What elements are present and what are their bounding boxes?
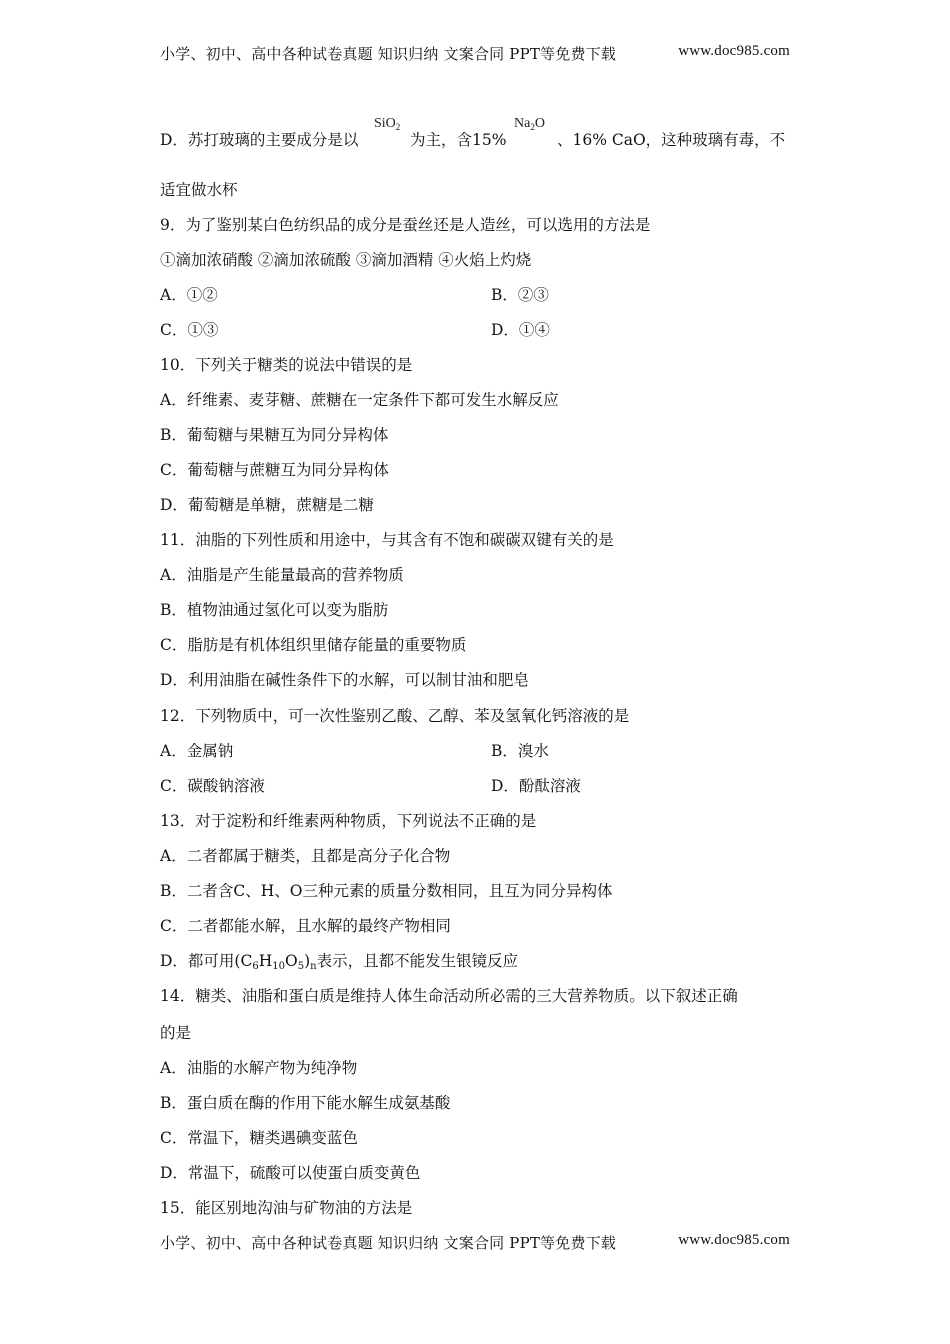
q12-option-c: C．碳酸钠溶液 [160, 777, 265, 795]
q14-stem: 14．糖类、油脂和蛋白质是维持人体生命活动所必需的三大营养物质。以下叙述正确 [160, 987, 738, 1005]
q11-option-d: D．利用油脂在碱性条件下的水解，可以制甘油和肥皂 [160, 671, 529, 689]
header-url: www.doc985.com [678, 43, 790, 59]
q12-option-d: D．酚酞溶液 [491, 777, 581, 795]
q12-option-b: B．溴水 [491, 742, 549, 760]
q14-stem-cont: 的是 [160, 1024, 192, 1042]
q14-option-a: A．油脂的水解产物为纯净物 [160, 1059, 358, 1077]
q9-option-c: C．①③ [160, 321, 219, 339]
q10-option-a: A．纤维素、麦芽糖、蔗糖在一定条件下都可发生水解反应 [160, 391, 559, 409]
q13-option-d: D．都可用$(C_6H_{10}O_5)_n$表示，且都不能发生银镜反应 [160, 952, 519, 972]
q10-option-d: D．葡萄糖是单糖，蔗糖是二糖 [160, 496, 374, 514]
footer-url: www.doc985.com [678, 1232, 790, 1248]
q9-option-d: D．①④ [491, 321, 550, 339]
q15-stem: 15．能区别地沟油与矿物油的方法是 [160, 1199, 413, 1217]
q11-option-b: B．植物油通过氢化可以变为脂肪 [160, 601, 389, 619]
q12-stem: 12．下列物质中，可一次性鉴别乙酸、乙醇、苯及氢氧化钙溶液的是 [160, 707, 630, 725]
sio2-formula: SiO$_2$ [374, 116, 401, 132]
q8d-text-2: 为主，含15% [410, 131, 507, 149]
q13-option-a: A．二者都属于糖类，且都是高分子化合物 [160, 847, 451, 865]
q13-stem: 13．对于淀粉和纤维素两种物质，下列说法不正确的是 [160, 812, 537, 830]
q13-option-c: C．二者都能水解，且水解的最终产物相同 [160, 917, 451, 935]
q14-option-d: D．常温下，硫酸可以使蛋白质变黄色 [160, 1164, 421, 1182]
q9-stem: 9．为了鉴别某白色纺织品的成分是蚕丝还是人造丝，可以选用的方法是 [160, 216, 651, 234]
q10-option-b: B．葡萄糖与果糖互为同分异构体 [160, 426, 389, 444]
q8d-text-1: D．苏打玻璃的主要成分是以 [160, 131, 359, 149]
header-left-text: 小学、初中、高中各种试卷真题 知识归纳 文案合同 PPT等免费下载 [160, 45, 617, 63]
q14-option-b: B．蛋白质在酶的作用下能水解生成氨基酸 [160, 1094, 451, 1112]
q11-option-c: C．脂肪是有机体组织里储存能量的重要物质 [160, 636, 467, 654]
q10-option-c: C．葡萄糖与蔗糖互为同分异构体 [160, 461, 389, 479]
q11-option-a: A．油脂是产生能量最高的营养物质 [160, 566, 404, 584]
footer-left-text: 小学、初中、高中各种试卷真题 知识归纳 文案合同 PPT等免费下载 [160, 1234, 617, 1252]
q8-option-d [160, 130, 358, 150]
q12-option-a: A．金属钠 [160, 742, 234, 760]
q8d-text-3: 、16% CaO，这种玻璃有毒，不 [557, 131, 786, 149]
na2o-formula: $Na_2O$ [514, 116, 545, 132]
q10-stem: 10．下列关于糖类的说法中错误的是 [160, 356, 413, 374]
q9-methods: ①滴加浓硝酸 ②滴加浓硫酸 ③滴加酒精 ④火焰上灼烧 [160, 251, 532, 269]
q8d-text-cont: 适宜做水杯 [160, 181, 238, 199]
q13-option-b: B．二者含C、H、O三种元素的质量分数相同，且互为同分异构体 [160, 882, 613, 900]
q11-stem: 11．油脂的下列性质和用途中，与其含有不饱和碳碳双键有关的是 [160, 531, 614, 549]
q9-option-a: A．①② [160, 286, 218, 304]
q9-option-b: B．②③ [491, 286, 549, 304]
q14-option-c: C．常温下，糖类遇碘变蓝色 [160, 1129, 358, 1147]
